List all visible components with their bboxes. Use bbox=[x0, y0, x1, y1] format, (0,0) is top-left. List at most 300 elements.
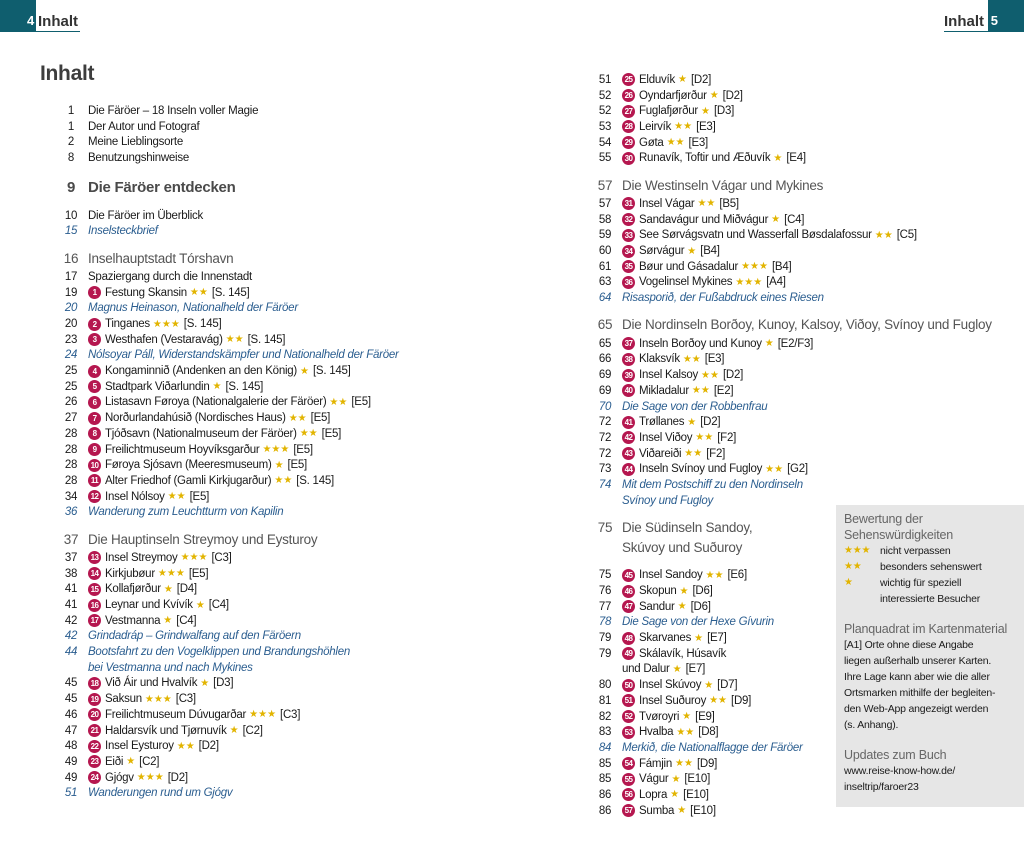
entry-title-group bbox=[88, 251, 233, 266]
entry-title-group bbox=[88, 662, 253, 674]
sight-number-badge: 46 bbox=[622, 585, 635, 598]
star-rating: ★ bbox=[229, 725, 239, 737]
entry-title: Listasavn Føroya (Nationalgalerie der Färöer) bbox=[105, 396, 327, 409]
entry-title: Mikladalur bbox=[639, 384, 689, 397]
page-number: 38 bbox=[64, 567, 78, 580]
page-number: 69 bbox=[598, 384, 612, 397]
entry-title: Norðurlandahúsið (Nordisches Haus) bbox=[105, 412, 286, 425]
entry-title-group bbox=[88, 210, 203, 222]
page-number: 49 bbox=[64, 771, 78, 784]
star-rating: ★★ bbox=[874, 229, 893, 241]
grid-legend-text: Ortsmarken mithilfe der begleiten- bbox=[844, 687, 996, 699]
page-number: 52 bbox=[598, 89, 612, 102]
page-number: 28 bbox=[64, 443, 78, 456]
sight-number-badge: 41 bbox=[622, 416, 635, 429]
page-number: 52 bbox=[598, 105, 612, 118]
entry-title: Klaksvík bbox=[639, 353, 680, 366]
entry-title-group bbox=[622, 742, 803, 754]
star-rating: ★★ bbox=[701, 369, 719, 381]
page-number: 57 bbox=[598, 197, 612, 210]
entry-title: Benutzungshinweise bbox=[88, 151, 189, 164]
page-number: 48 bbox=[64, 740, 78, 753]
map-grid-ref: [D2] bbox=[722, 89, 743, 102]
star-rating: ★ bbox=[195, 599, 205, 611]
entry-title: Oyndarfjørður bbox=[639, 89, 707, 102]
star-rating: ★★ bbox=[682, 353, 701, 365]
entry-title: Inseln Svínoy und Fugloy bbox=[639, 463, 763, 476]
toc-entry bbox=[54, 504, 534, 520]
page-number: 17 bbox=[64, 270, 78, 283]
entry-title: Tvøroyri bbox=[639, 710, 680, 723]
sight-number-badge: 30 bbox=[622, 152, 635, 165]
toc-entry bbox=[588, 243, 948, 259]
page-number: 59 bbox=[598, 229, 612, 242]
sight-number-badge: 22 bbox=[88, 740, 101, 753]
toc-entry bbox=[588, 103, 948, 119]
entry-title-group bbox=[88, 286, 250, 299]
map-grid-ref: [E10] bbox=[684, 773, 711, 786]
entry-title-group bbox=[88, 724, 263, 737]
entry-title-group bbox=[88, 121, 199, 133]
entry-title: Die Färöer entdecken bbox=[88, 179, 236, 197]
entry-title: Insel Suðuroy bbox=[639, 694, 707, 707]
toc-entry bbox=[54, 301, 534, 317]
entry-title: Inseln Borðoy und Kunoy bbox=[639, 337, 762, 350]
sight-number-badge: 55 bbox=[622, 773, 635, 786]
grid-legend-text: den Web-App angezeigt werden bbox=[844, 703, 989, 715]
map-grid-ref: [E5] bbox=[188, 567, 209, 580]
page-number: 65 bbox=[597, 317, 613, 333]
star-rating: ★★ bbox=[675, 758, 693, 770]
sight-number-badge: 16 bbox=[88, 599, 101, 612]
sight-number-badge: 37 bbox=[622, 337, 635, 350]
entry-title-group bbox=[622, 773, 710, 786]
entry-title-group bbox=[622, 197, 739, 210]
map-grid-ref: [B4] bbox=[771, 260, 792, 273]
entry-title: Die Sage von der Robbenfrau bbox=[622, 400, 768, 413]
star-rating: ★ bbox=[844, 577, 853, 588]
star-rating: ★★ bbox=[844, 561, 862, 572]
star-rating: ★★ bbox=[765, 463, 784, 475]
toc-section bbox=[588, 315, 992, 335]
toc-entry bbox=[54, 691, 534, 707]
toc-entry bbox=[54, 582, 534, 598]
rating-legend bbox=[844, 511, 1020, 607]
sight-number-badge: 19 bbox=[88, 693, 101, 706]
star-rating: ★★ bbox=[167, 491, 186, 503]
toc-entry bbox=[54, 770, 534, 786]
sight-number-badge: 38 bbox=[622, 353, 635, 366]
entry-title-group bbox=[88, 755, 159, 768]
toc-entry bbox=[54, 363, 534, 379]
page-number: 80 bbox=[598, 679, 612, 692]
toc-entry bbox=[54, 150, 534, 166]
entry-title: Haldarsvík und Tjørnuvík bbox=[105, 724, 227, 737]
entry-title-group bbox=[622, 726, 718, 739]
sight-number-badge: 4 bbox=[88, 365, 101, 378]
map-grid-ref: [D6] bbox=[690, 600, 711, 613]
toc-entry bbox=[54, 395, 534, 411]
entry-title-group bbox=[622, 663, 705, 675]
star-rating: ★ bbox=[163, 583, 173, 595]
page-number: 66 bbox=[598, 353, 612, 366]
entry-title: Insel Skúvoy bbox=[639, 679, 702, 692]
updates-url: inseltrip/faroer23 bbox=[844, 781, 919, 793]
header-rule bbox=[944, 31, 1024, 32]
page-number: 57 bbox=[597, 177, 613, 193]
toc-entry bbox=[588, 275, 948, 291]
page-number: 79 bbox=[598, 647, 612, 660]
sight-number-badge: 10 bbox=[88, 459, 101, 472]
toc-entry bbox=[54, 660, 534, 676]
sight-number-badge: 8 bbox=[88, 427, 101, 440]
page-number: 25 bbox=[64, 365, 78, 378]
page-number: 51 bbox=[598, 73, 612, 86]
map-grid-ref: [C2] bbox=[139, 755, 160, 768]
entry-title-group bbox=[622, 73, 711, 86]
entry-title-group bbox=[88, 583, 197, 596]
sight-number-badge: 27 bbox=[622, 105, 635, 118]
map-grid-ref: [C4] bbox=[784, 213, 805, 226]
page-number: 41 bbox=[64, 583, 78, 596]
entry-title-group bbox=[88, 136, 183, 148]
star-rating: ★★★ bbox=[741, 261, 768, 273]
header-left bbox=[0, 0, 80, 32]
star-rating: ★★ bbox=[676, 726, 695, 738]
page-number: 64 bbox=[598, 292, 612, 305]
entry-title-group bbox=[622, 632, 727, 645]
toc-entry bbox=[588, 290, 948, 306]
page-number: 78 bbox=[598, 616, 612, 629]
entry-title-group bbox=[622, 600, 711, 613]
sight-number-badge: 52 bbox=[622, 710, 635, 723]
entry-title: Die Westinseln Vágar und Mykines bbox=[622, 177, 824, 193]
sight-number-badge: 5 bbox=[88, 380, 101, 393]
entry-title-group bbox=[88, 152, 189, 164]
sight-number-badge: 6 bbox=[88, 396, 101, 409]
map-grid-ref: [C2] bbox=[242, 724, 263, 737]
entry-title-group bbox=[622, 710, 715, 723]
map-grid-ref: [D6] bbox=[692, 585, 713, 598]
updates-url: www.reise-know-how.de/ bbox=[844, 765, 956, 777]
entry-title: Bootsfahrt zu den Vogelklippen und Brandungshöhlen bbox=[88, 646, 351, 659]
map-grid-ref: [S. 145] bbox=[247, 333, 286, 346]
entry-title: Lopra bbox=[639, 788, 668, 801]
rating-description: nicht verpassen bbox=[880, 545, 951, 557]
sight-number-badge: 42 bbox=[622, 431, 635, 444]
map-grid-ref: [E5] bbox=[351, 396, 371, 409]
toc-entry bbox=[588, 477, 948, 493]
entry-title-group bbox=[622, 647, 726, 660]
map-grid-ref: [E5] bbox=[293, 443, 313, 456]
entry-title: Bøur und Gásadalur bbox=[639, 260, 739, 273]
entry-title: Vogelinsel Mykines bbox=[639, 276, 733, 289]
entry-title-group bbox=[88, 474, 334, 487]
star-rating: ★ bbox=[679, 585, 689, 597]
entry-title: Saksun bbox=[105, 693, 142, 706]
map-grid-ref: [F2] bbox=[717, 431, 737, 444]
entry-title: Insel Nólsoy bbox=[105, 490, 165, 503]
map-grid-ref: [B5] bbox=[719, 197, 739, 210]
entry-title-group bbox=[88, 771, 188, 784]
toc-entry bbox=[54, 473, 534, 489]
rating-legend-title: Bewertung der bbox=[844, 512, 923, 526]
entry-title: Die Färöer im Überblick bbox=[88, 209, 204, 222]
toc-entry bbox=[588, 259, 948, 275]
sight-number-badge: 1 bbox=[88, 286, 101, 299]
page-number: 26 bbox=[64, 396, 78, 409]
page-number: 23 bbox=[64, 333, 78, 346]
map-grid-ref: [E7] bbox=[707, 632, 727, 645]
sight-number-badge: 44 bbox=[622, 463, 635, 476]
sight-number-badge: 49 bbox=[622, 647, 635, 660]
entry-title-group bbox=[622, 213, 804, 226]
grid-legend-title: Planquadrat im Kartenmaterial bbox=[844, 622, 1008, 636]
entry-title: Meine Lieblingsorte bbox=[88, 136, 183, 149]
entry-title: Sumba bbox=[639, 804, 675, 817]
entry-title-group bbox=[88, 396, 371, 409]
map-grid-ref: [E10] bbox=[683, 788, 709, 801]
sight-number-badge: 18 bbox=[88, 677, 101, 690]
star-rating: ★ bbox=[687, 416, 697, 428]
star-rating: ★★ bbox=[674, 121, 693, 133]
entry-title: Sørvágur bbox=[639, 245, 685, 258]
entry-title: Wanderung zum Leuchtturm von Kapilin bbox=[88, 506, 284, 519]
toc-entry bbox=[54, 103, 534, 119]
page-number: 73 bbox=[598, 463, 612, 476]
map-grid-ref: [A4] bbox=[766, 276, 786, 289]
page-number: 8 bbox=[67, 151, 75, 164]
rating-description: wichtig für speziell bbox=[880, 577, 962, 589]
sight-number-badge: 13 bbox=[88, 551, 101, 564]
entry-title-group bbox=[622, 384, 733, 397]
entry-title-group bbox=[88, 271, 252, 283]
toc-entry bbox=[588, 228, 948, 244]
toc-entry bbox=[54, 676, 534, 692]
sight-number-badge: 25 bbox=[622, 73, 635, 86]
entry-title: Vágur bbox=[639, 773, 669, 786]
sight-number-badge: 33 bbox=[622, 229, 635, 242]
page-number: 28 bbox=[64, 459, 78, 472]
star-rating: ★★ bbox=[709, 695, 728, 707]
page-number: 42 bbox=[64, 630, 78, 643]
map-grid-ref: [E3] bbox=[704, 353, 725, 366]
entry-title: Leynar und Kvívík bbox=[105, 599, 193, 612]
map-grid-ref: [D2] bbox=[722, 369, 744, 382]
page-number: 49 bbox=[64, 755, 78, 768]
sight-number-badge: 20 bbox=[88, 708, 101, 721]
map-grid-ref: [C4] bbox=[208, 599, 229, 612]
entry-title-group bbox=[622, 292, 824, 304]
star-rating: ★★★ bbox=[735, 276, 763, 288]
sight-number-badge: 40 bbox=[622, 384, 635, 397]
map-grid-ref: [D3] bbox=[213, 677, 234, 690]
running-head-right: Inhalt bbox=[944, 13, 984, 30]
star-rating: ★ bbox=[704, 679, 714, 691]
entry-title: Insel Sandoy bbox=[639, 569, 703, 582]
entry-title-group bbox=[622, 401, 767, 413]
entry-title: Stadtpark Viðarlundin bbox=[105, 380, 210, 393]
grid-legend-text: [A1] Orte ohne diese Angabe bbox=[844, 639, 974, 651]
map-grid-ref: [E10] bbox=[690, 804, 716, 817]
page-number: 9 bbox=[66, 179, 76, 197]
toc-section bbox=[588, 175, 948, 195]
toc-entry bbox=[588, 72, 948, 88]
toc-entry bbox=[54, 613, 534, 629]
star-rating: ★ bbox=[300, 365, 309, 377]
entry-title: Kollafjørður bbox=[105, 583, 161, 596]
entry-title-group bbox=[88, 567, 208, 580]
star-rating: ★ bbox=[764, 338, 774, 350]
page-number: 44 bbox=[64, 646, 78, 659]
toc-entry bbox=[54, 348, 534, 364]
entry-title-group bbox=[622, 276, 786, 289]
toc-left-column bbox=[54, 103, 534, 801]
entry-title: Insel Eysturoy bbox=[105, 740, 174, 753]
rating-row bbox=[844, 575, 1020, 591]
toc-entry bbox=[54, 442, 534, 458]
toc-entry bbox=[54, 754, 534, 770]
map-grid-ref: [B4] bbox=[700, 245, 720, 258]
page-number: 1 bbox=[67, 120, 75, 133]
entry-title-group bbox=[622, 569, 747, 582]
page-number: 37 bbox=[64, 551, 78, 564]
star-rating: ★★ bbox=[274, 475, 293, 487]
star-rating: ★ bbox=[701, 105, 710, 117]
star-rating: ★★ bbox=[288, 412, 307, 424]
star-rating: ★★★ bbox=[152, 318, 180, 330]
entry-title: Festung Skansin bbox=[105, 286, 187, 299]
entry-title: Hvalba bbox=[639, 726, 674, 739]
sight-number-badge: 7 bbox=[88, 412, 101, 425]
star-rating: ★★ bbox=[666, 137, 685, 149]
entry-title-group bbox=[88, 333, 285, 346]
star-rating: ★ bbox=[694, 632, 704, 644]
entry-title: Die Hauptinseln Streymoy und Eysturoy bbox=[88, 531, 318, 547]
star-rating: ★ bbox=[687, 245, 697, 257]
entry-title-group bbox=[622, 479, 803, 491]
page-number: 77 bbox=[598, 600, 612, 613]
toc-entry bbox=[54, 410, 534, 426]
entry-title-group bbox=[622, 152, 806, 165]
sight-number-badge: 39 bbox=[622, 369, 635, 382]
entry-title-group bbox=[622, 616, 774, 628]
page-number: 16 bbox=[63, 250, 79, 266]
toc-entry bbox=[54, 119, 534, 135]
page-number: 61 bbox=[598, 260, 612, 273]
star-rating: ★★★ bbox=[136, 772, 164, 784]
map-grid-ref: [D7] bbox=[717, 679, 738, 692]
entry-title-group bbox=[88, 708, 300, 721]
entry-title-group bbox=[88, 599, 229, 612]
toc-entry bbox=[54, 644, 534, 660]
entry-title: Gjógv bbox=[105, 771, 134, 784]
page-number: 24 bbox=[64, 349, 78, 362]
sight-number-badge: 48 bbox=[622, 632, 635, 645]
entry-title: Inselsteckbrief bbox=[88, 225, 158, 238]
entry-title: Leirvík bbox=[639, 120, 672, 133]
page-number: 86 bbox=[598, 804, 612, 817]
map-grid-ref: [E9] bbox=[695, 710, 715, 723]
entry-title-group bbox=[88, 365, 351, 378]
sight-number-badge: 54 bbox=[622, 757, 635, 770]
entry-title: Svínoy und Fugloy bbox=[622, 494, 714, 507]
page-number: 47 bbox=[64, 724, 78, 737]
page-number: 51 bbox=[64, 787, 78, 800]
toc-entry bbox=[54, 379, 534, 395]
toc-entry bbox=[588, 446, 948, 462]
entry-title-group bbox=[622, 694, 751, 707]
entry-title-group bbox=[88, 490, 209, 503]
entry-title: Við Áir und Hvalvík bbox=[105, 677, 198, 690]
page-number: 81 bbox=[598, 694, 612, 707]
entry-title: Kirkjubøur bbox=[105, 567, 155, 580]
page-number: 74 bbox=[598, 478, 612, 491]
star-rating: ★★ bbox=[697, 198, 716, 210]
entry-title: Fuglafjørður bbox=[639, 105, 698, 118]
entry-title: Magnus Heinason, Nationalheld der Färöer bbox=[88, 302, 298, 315]
sight-number-badge: 12 bbox=[88, 490, 101, 503]
page-number-right: 5 bbox=[990, 13, 998, 28]
page-number: 2 bbox=[67, 136, 75, 149]
star-rating: ★ bbox=[126, 756, 136, 768]
toc-entry bbox=[54, 285, 534, 301]
sight-number-badge: 2 bbox=[88, 318, 101, 331]
map-grid-ref: [D4] bbox=[176, 583, 197, 596]
sight-number-badge: 28 bbox=[622, 120, 635, 133]
entry-title: Sandavágur und Miðvágur bbox=[639, 213, 769, 226]
toc-entry bbox=[54, 597, 534, 613]
map-grid-ref: [D2] bbox=[167, 771, 188, 784]
page-number: 83 bbox=[598, 726, 612, 739]
map-grid-ref: [E3] bbox=[688, 136, 708, 149]
star-rating: ★★ bbox=[705, 569, 724, 581]
page-number: 45 bbox=[64, 677, 78, 690]
entry-title-group bbox=[622, 260, 791, 273]
rating-row bbox=[844, 543, 1020, 559]
map-grid-ref: [D3] bbox=[713, 105, 735, 118]
sight-number-badge: 29 bbox=[622, 136, 635, 149]
toc-entry bbox=[588, 336, 948, 352]
page-number: 15 bbox=[64, 225, 78, 238]
toc-entry bbox=[54, 332, 534, 348]
map-grid-ref: [E6] bbox=[727, 569, 747, 582]
toc-entry bbox=[588, 399, 948, 415]
page-number: 19 bbox=[64, 286, 78, 299]
sight-number-badge: 17 bbox=[88, 614, 101, 627]
star-rating: ★ bbox=[773, 152, 783, 164]
page-number: 60 bbox=[598, 245, 612, 258]
entry-title-group bbox=[88, 380, 263, 393]
toc-section bbox=[54, 178, 534, 198]
entry-title-group bbox=[88, 532, 317, 547]
entry-title: Merkið, die Nationalflagge der Färöer bbox=[622, 741, 803, 754]
entry-title-group bbox=[622, 317, 992, 332]
star-rating: ★★ bbox=[189, 287, 208, 299]
entry-title-group bbox=[88, 693, 196, 706]
entry-title-group bbox=[88, 349, 399, 361]
star-rating: ★★ bbox=[329, 396, 348, 408]
sight-number-badge: 11 bbox=[88, 474, 101, 487]
page-number: 65 bbox=[598, 337, 612, 350]
toc-section bbox=[54, 529, 534, 549]
page-number: 1 bbox=[67, 104, 75, 117]
entry-title-group bbox=[622, 353, 724, 366]
toc-entry bbox=[588, 212, 948, 228]
sight-number-badge: 56 bbox=[622, 788, 635, 801]
updates-title: Updates zum Buch bbox=[844, 748, 947, 762]
entry-title: Eiði bbox=[105, 755, 124, 768]
